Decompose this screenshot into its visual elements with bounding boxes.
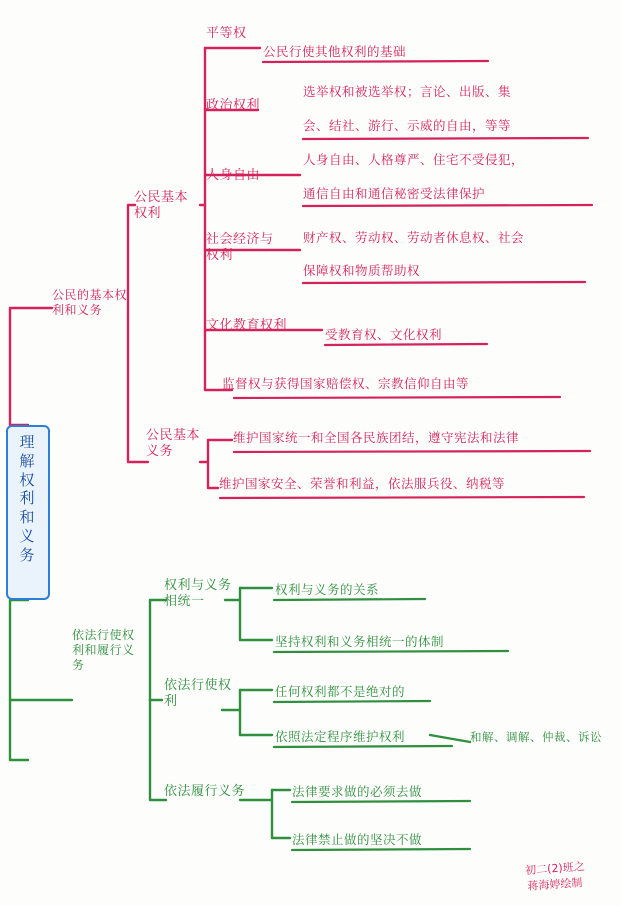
detail-legal-procedure: 依照法定程序维护权利 <box>275 729 406 744</box>
annotation-dispute-resolution: 和解、调解、仲裁、诉讼 <box>470 730 602 744</box>
detail-political-rights-2: 会、结社、游行、示威的自由，等等 <box>303 118 512 133</box>
signature-author: 蒋海婷绘制 <box>527 876 583 893</box>
detail-relation-rights-duties: 权利与义务的关系 <box>275 582 380 597</box>
detail-social-economic-rights-2: 保障权和物质帮助权 <box>303 263 421 278</box>
item-social-economic-rights[interactable]: 社会经济与权利 <box>206 232 274 264</box>
group-citizen-basic-rights[interactable]: 公民基本权利 <box>134 190 189 222</box>
detail-duty-security: 维护国家安全、荣誉和利益，依法服兵役、纳税等 <box>219 476 506 491</box>
detail-social-economic-rights-1: 财产权、劳动权、劳动者休息权、社会 <box>303 230 525 245</box>
detail-uphold-unity-system: 坚持权利和义务相统一的体制 <box>275 634 445 649</box>
branch-basic-rights-and-duties[interactable]: 公民的基本权利和义务 <box>52 288 128 317</box>
group-perform-duties-lawfully[interactable]: 依法履行义务 <box>164 784 246 799</box>
branch-exercise-rights-and-duties[interactable]: 依法行使权利和履行义务 <box>72 628 135 672</box>
item-political-rights[interactable]: 政治权利 <box>206 98 261 113</box>
detail-cultural-education-rights-1: 受教育权、文化权利 <box>325 327 443 342</box>
item-cultural-education-rights[interactable]: 文化教育权利 <box>206 318 288 333</box>
detail-supervision-religion: 监督权与获得国家赔偿权、宗教信仰自由等 <box>222 376 470 391</box>
detail-political-rights-1: 选举权和被选举权；言论、出版、集 <box>303 84 512 99</box>
item-equal-right[interactable]: 平等权 <box>206 26 247 41</box>
group-citizen-basic-duties[interactable]: 公民基本义务 <box>146 428 201 460</box>
group-exercise-rights-lawfully[interactable]: 依法行使权利 <box>164 678 232 710</box>
root-node[interactable]: 理解权利和义务 <box>6 425 50 600</box>
signature-class: 初二(2)班之 <box>524 859 586 878</box>
group-rights-duties-unity[interactable]: 权利与义务相统一 <box>164 578 232 610</box>
detail-personal-freedom-2: 通信自由和通信秘密受法律保护 <box>303 186 486 201</box>
detail-no-absolute-right: 任何权利都不是绝对的 <box>275 684 406 699</box>
detail-equal-right-1: 公民行使其他权利的基础 <box>263 44 407 59</box>
detail-personal-freedom-1: 人身自由、人格尊严、住宅不受侵犯， <box>303 152 525 167</box>
detail-must-do: 法律要求做的必须去做 <box>292 784 423 799</box>
detail-duty-unity: 维护国家统一和全国各民族团结，遵守宪法和法律 <box>233 430 520 445</box>
detail-must-not-do: 法律禁止做的坚决不做 <box>292 832 423 847</box>
item-personal-freedom[interactable]: 人身自由 <box>206 168 261 183</box>
